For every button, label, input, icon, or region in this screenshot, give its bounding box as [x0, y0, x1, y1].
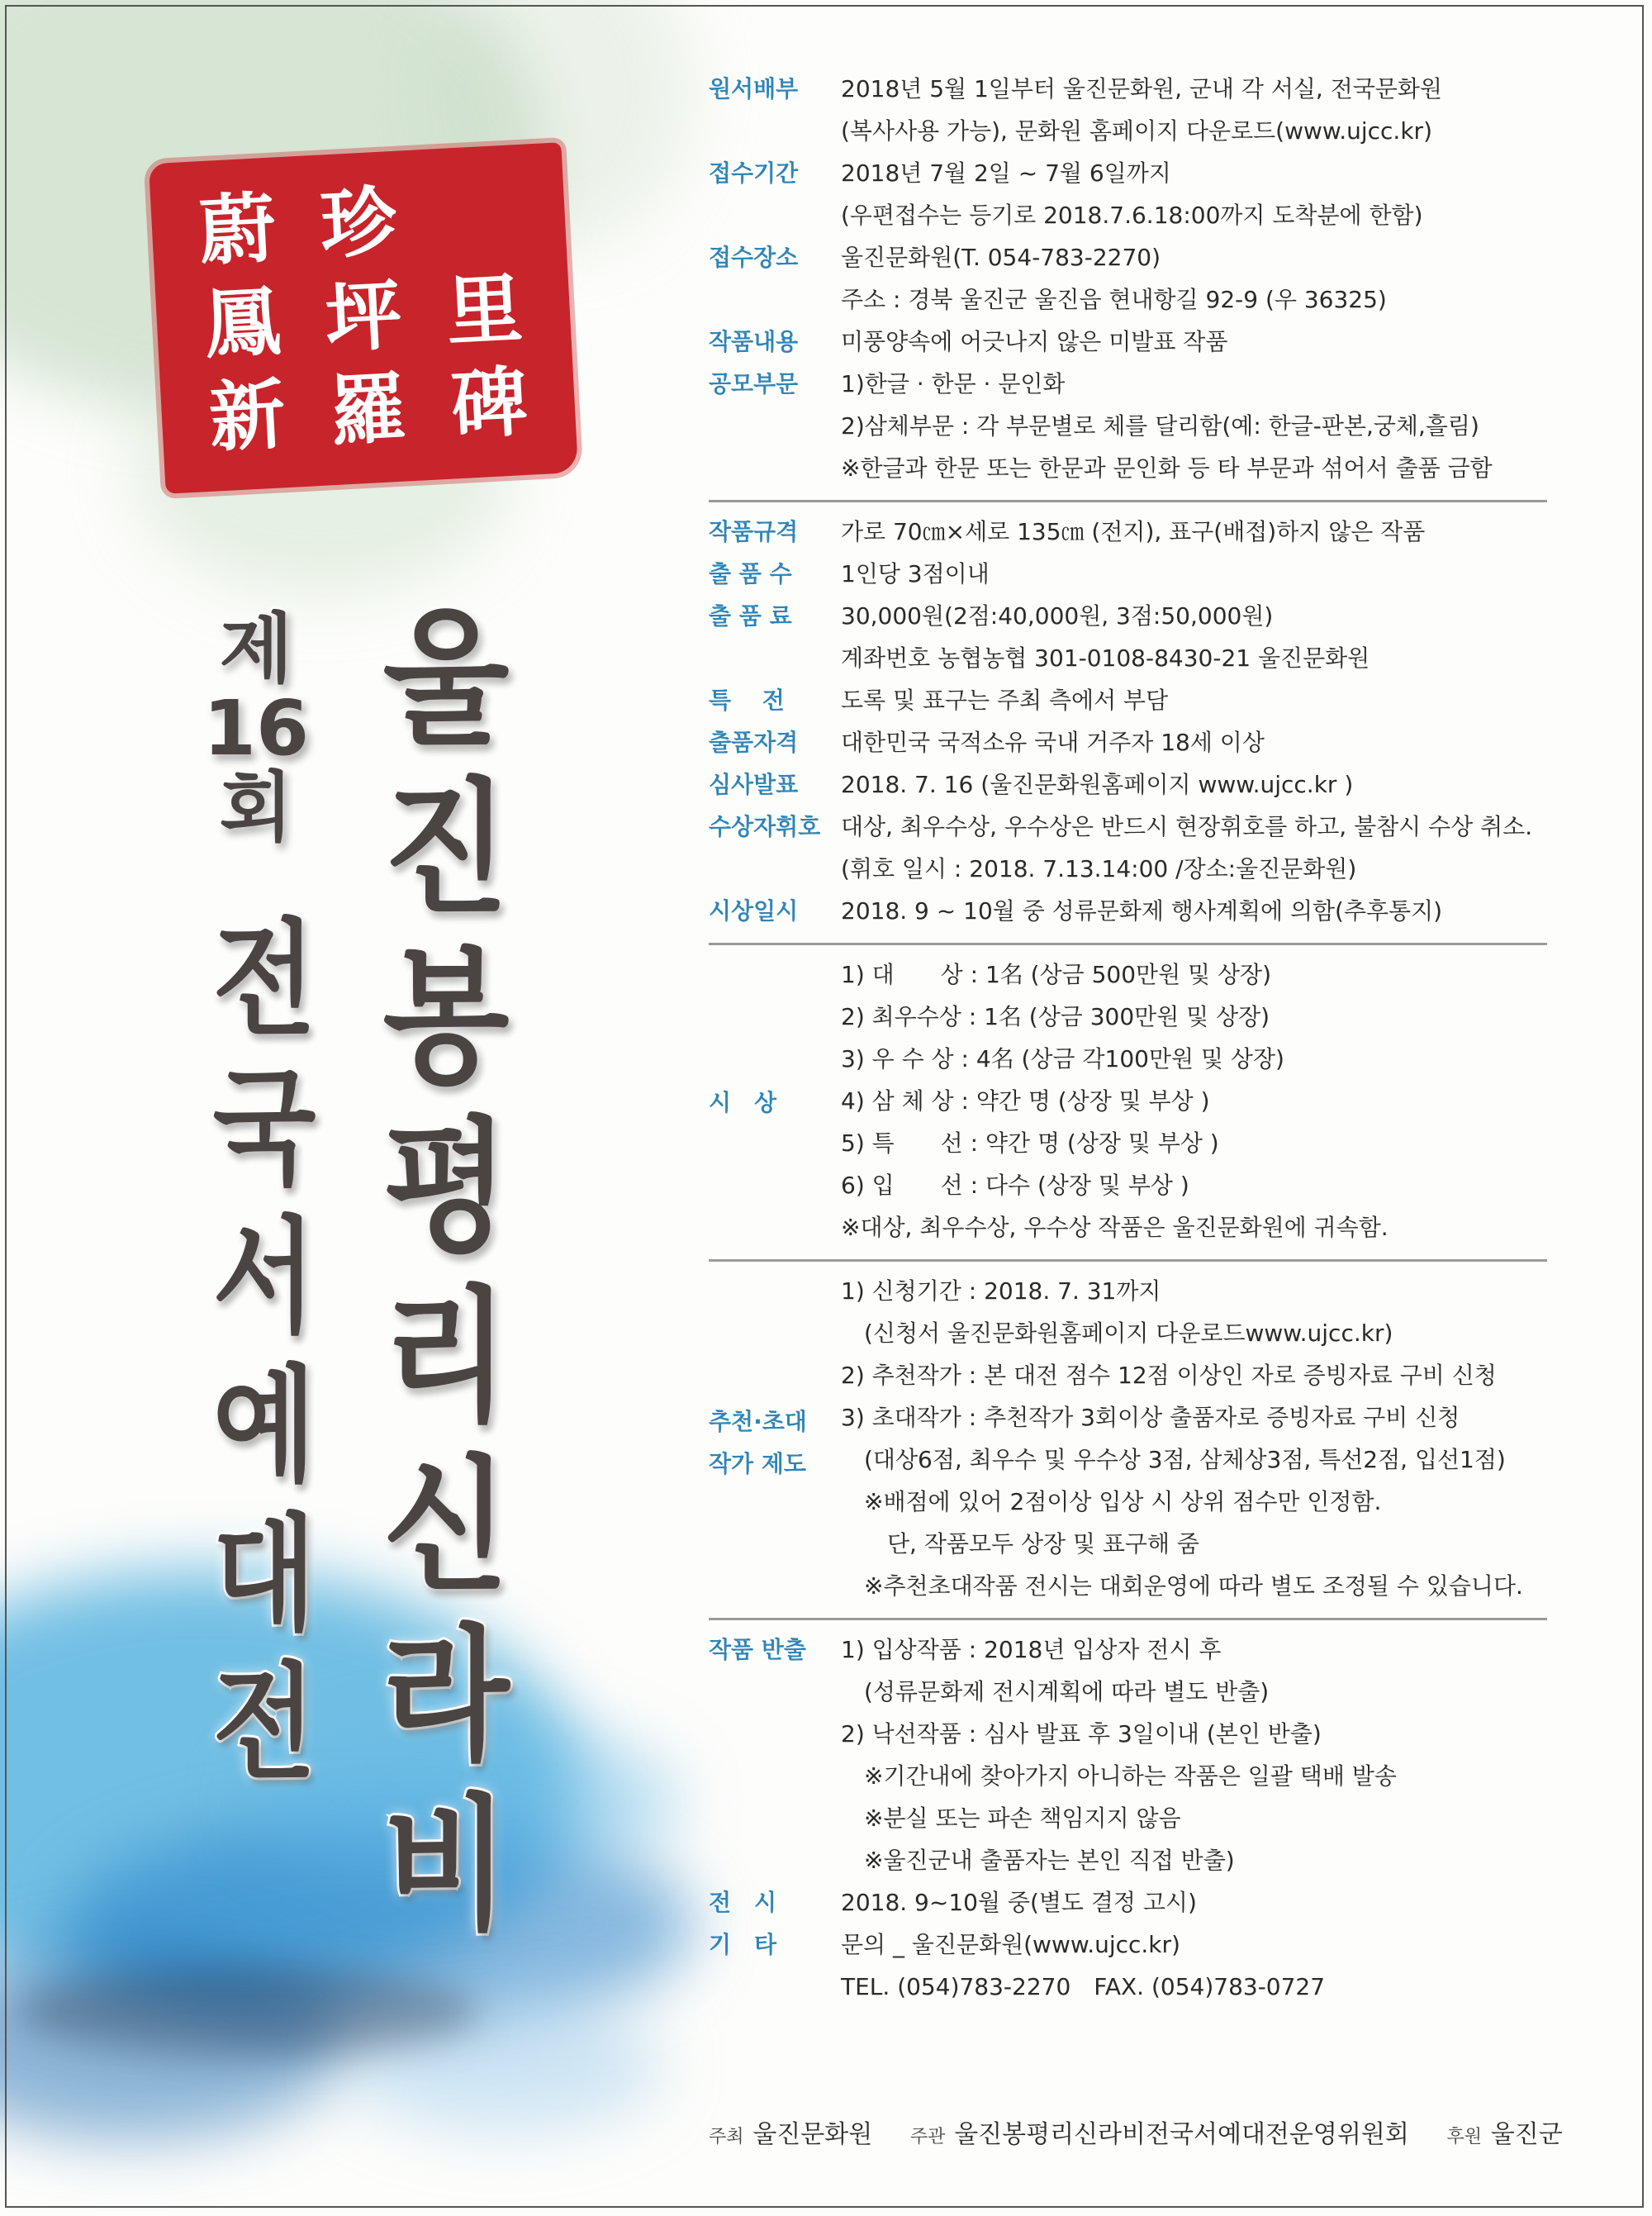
info-label: 작품내용 — [709, 328, 799, 355]
info-row — [709, 682, 1547, 725]
info-value: (성류문화제 전시계획에 따라 별도 반출) — [841, 1678, 1270, 1705]
info-value: 4) 삼 체 상 : 약간 명 (상장 및 부상 ) — [841, 1087, 1210, 1115]
info-value: 1) 대 상 : 1名 (상금 500만원 및 상장) — [841, 961, 1272, 988]
info-row — [709, 1927, 1547, 1969]
info-row — [709, 1041, 1547, 1083]
info-value: ※배점에 있어 2점이상 입상 시 상위 점수만 인정함. — [841, 1488, 1382, 1515]
sponsor-label: 후원 — [1446, 2127, 1482, 2147]
info-label: 시상일시 — [709, 897, 799, 925]
section-divider — [709, 500, 1547, 502]
title-char: 봉 — [382, 934, 510, 1103]
info-value: 2018. 7. 16 (울진문화원홈페이지 www.ujcc.kr ) — [841, 771, 1354, 798]
info-value: 2018년 5월 1일부터 울진문화원, 군내 각 서실, 전국문화원 — [841, 75, 1442, 102]
info-label: 출 품 수 — [709, 560, 792, 587]
seal-char: 蔚 — [197, 183, 278, 276]
info-row — [709, 1885, 1547, 1927]
section-divider — [709, 943, 1547, 945]
info-value: 1) 신청기간 : 2018. 7. 31까지 — [841, 1277, 1161, 1305]
info-row — [709, 71, 1547, 113]
info-row — [709, 1800, 1547, 1843]
info-row — [709, 1758, 1547, 1800]
info-section — [709, 957, 1547, 1252]
info-row — [709, 957, 1547, 999]
info-value: 5) 특 선 : 약간 명 (상장 및 부상 ) — [841, 1129, 1219, 1157]
block-label: 작가 제도 — [709, 1450, 806, 1477]
info-row — [709, 240, 1547, 282]
info-value: 30,000원(2점:40,000원, 3점:50,000원) — [841, 602, 1274, 630]
block-label: 시 상 — [709, 1088, 777, 1116]
info-section — [709, 514, 1547, 935]
info-row — [709, 809, 1547, 851]
info-row — [709, 1526, 1547, 1568]
footer-credits — [709, 2114, 1563, 2155]
info-value: ※울진군내 출품자는 본인 직접 반출) — [841, 1847, 1235, 1874]
info-value: 2) 최우수상 : 1名 (상금 300만원 및 상장) — [841, 1003, 1270, 1030]
seal-char: 珍 — [318, 176, 399, 270]
info-row — [709, 1167, 1547, 1210]
info-value: ※분실 또는 파손 책임지지 않음 — [841, 1805, 1181, 1832]
host-label: 주최 — [709, 2127, 744, 2147]
info-value: ※추천초대작품 전시는 대회운영에 따라 별도 조정될 수 있습니다. — [841, 1572, 1523, 1600]
info-row — [709, 1273, 1547, 1315]
info-value: ※한글과 한문 또는 한문과 문인화 등 타 부문과 섞어서 출품 금함 — [841, 454, 1493, 482]
info-value: 단, 작품모두 상장 및 표구해 줌 — [841, 1530, 1199, 1557]
info-label: 출품자격 — [709, 729, 799, 756]
info-row — [709, 1716, 1547, 1758]
info-value: 문의 _ 울진문화원(www.ujcc.kr) — [841, 1931, 1180, 1958]
info-value: 3) 초대작가 : 추천작가 3회이상 출품자로 증빙자료 구비 신청 — [841, 1404, 1460, 1431]
organizer-name: 울진봉평리신라비전국서예대전운영위원회 — [954, 2120, 1409, 2149]
title-char: 서 — [212, 1204, 316, 1350]
ink-wash-dark — [17, 1966, 479, 2057]
info-section — [709, 1632, 1547, 2011]
info-label: 수상자휘호 — [709, 813, 821, 840]
seal-char: 鳳 — [202, 276, 283, 369]
organizer-label: 주관 — [909, 2127, 946, 2147]
info-section — [709, 1273, 1547, 1610]
info-row — [709, 598, 1547, 640]
info-row — [709, 324, 1547, 366]
title-char: 전 — [212, 906, 316, 1053]
seal-characters — [174, 167, 552, 467]
info-row — [709, 893, 1547, 935]
title-char: 신 — [382, 1442, 510, 1611]
info-row — [709, 999, 1547, 1041]
title-char: 제 — [219, 605, 293, 693]
info-row — [709, 1125, 1547, 1167]
seal-char: 新 — [206, 369, 288, 464]
block-label: 추천·초대 — [709, 1408, 807, 1435]
info-label: 접수장소 — [709, 244, 799, 271]
info-row — [709, 282, 1547, 324]
info-value: 계좌번호 농협농협 301-0108-8430-21 울진문화원 — [841, 644, 1370, 672]
title-char: 울 — [382, 595, 510, 764]
info-value: (대상6점, 최우수 및 우수상 3점, 삼체상3점, 특선2점, 입선1점) — [841, 1446, 1506, 1473]
title-char: 리 — [382, 1272, 510, 1442]
info-value: 대한민국 국적소유 국내 거주자 18세 이상 — [841, 729, 1265, 756]
info-row — [709, 514, 1547, 556]
info-row — [709, 366, 1547, 408]
info-label: 원서배부 — [709, 75, 799, 102]
info-value: (휘호 일시 : 2018. 7.13.14:00 /장소:울진문화원) — [841, 855, 1357, 882]
info-value: ※기간내에 찾아가지 아니하는 작품은 일괄 택배 발송 — [841, 1762, 1397, 1790]
info-value: 1인당 3점이내 — [841, 560, 990, 587]
info-label: 공모부문 — [709, 370, 799, 397]
title-char: 비 — [382, 1781, 510, 1950]
info-row — [709, 408, 1547, 450]
section-divider — [709, 1259, 1547, 1262]
info-row — [709, 1484, 1547, 1526]
info-label: 특 전 — [709, 687, 785, 714]
info-value: (신청서 울진문화원홈페이지 다운로드www.ujcc.kr) — [841, 1320, 1393, 1347]
info-row — [709, 640, 1547, 682]
title-char: 진 — [382, 764, 510, 934]
title-char: 16 — [202, 684, 310, 773]
info-row — [709, 1568, 1547, 1610]
info-value: 대상, 최우수상, 우수상은 반드시 현장휘호를 하고, 불참시 수상 취소. — [841, 813, 1533, 840]
info-row — [709, 1400, 1547, 1442]
info-row — [709, 197, 1547, 240]
info-value: 미풍양속에 어긋나지 않은 미발표 작품 — [841, 328, 1228, 355]
title-char: 대 — [212, 1501, 316, 1648]
title-char: 회 — [219, 763, 293, 852]
info-row — [709, 1674, 1547, 1716]
info-row — [709, 1358, 1547, 1400]
info-row — [709, 1632, 1547, 1674]
info-value: 가로 70㎝×세로 135㎝ (전지), 표구(배접)하지 않은 작품 — [841, 518, 1426, 545]
info-value: (복사사용 가능), 문화원 홈페이지 다운로드(www.ujcc.kr) — [841, 117, 1432, 145]
info-value: 1) 입상작품 : 2018년 입상자 전시 후 — [841, 1636, 1222, 1663]
sponsor-name: 울진군 — [1490, 2120, 1563, 2149]
info-value: 2018년 7월 2일 ~ 7월 6일까지 — [841, 159, 1171, 187]
info-row — [709, 155, 1547, 197]
title-main-vertical — [363, 595, 529, 1962]
info-value: ※대상, 최우수상, 우수상 작품은 울진문화원에 귀속함. — [841, 1214, 1389, 1241]
info-label: 접수기간 — [709, 159, 799, 187]
info-value: 도록 및 표구는 주최 측에서 부담 — [841, 687, 1169, 714]
info-row — [709, 556, 1547, 598]
info-value: 6) 입 선 : 다수 (상장 및 부상 ) — [841, 1172, 1189, 1199]
info-value: 2) 낙선작품 : 심사 발표 후 3일이내 (본인 반출) — [841, 1720, 1322, 1748]
info-row — [709, 1210, 1547, 1252]
info-value: 1)한글 · 한문 · 문인화 — [841, 370, 1066, 397]
info-label: 작품규격 — [709, 518, 799, 545]
title-char: 예 — [212, 1353, 316, 1499]
info-label: 작품 반출 — [709, 1636, 806, 1663]
info-row — [709, 450, 1547, 492]
title-char: 평 — [382, 1103, 510, 1272]
info-value: 2) 추천작가 : 본 대전 점수 12점 이상인 자로 증빙자료 구비 신청 — [841, 1362, 1497, 1389]
info-value: TEL. (054)783-2270 FAX. (054)783-0727 — [841, 1973, 1326, 2000]
info-row — [709, 1315, 1547, 1358]
red-seal-stamp — [149, 142, 578, 494]
section-divider — [709, 1618, 1547, 1620]
seal-char: 碑 — [449, 357, 530, 450]
info-value: 2018. 9~10월 중(별도 결정 고시) — [841, 1889, 1197, 1916]
info-value: 주소 : 경북 울진군 울진읍 현내항길 92-9 (우 36325) — [841, 286, 1387, 313]
host-name: 울진문화원 — [752, 2120, 873, 2149]
info-row — [709, 1083, 1547, 1125]
info-value: 울진문화원(T. 054-783-2270) — [841, 244, 1161, 271]
title-char: 라 — [382, 1611, 510, 1781]
info-column — [709, 71, 1547, 2011]
seal-char: 里 — [444, 263, 525, 357]
info-label: 기 타 — [709, 1931, 777, 1958]
seal-char — [419, 213, 539, 220]
info-value: (우편접수는 등기로 2018.7.6.18:00까지 도착분에 한함) — [841, 202, 1423, 229]
title-char: 국 — [212, 1055, 316, 1201]
info-row — [709, 113, 1547, 155]
info-section — [709, 71, 1547, 492]
info-value: 2018. 9 ~ 10월 중 성류문화제 행사계획에 의함(추후통지) — [841, 897, 1443, 925]
title-sub-vertical — [186, 906, 343, 1809]
info-label: 전 시 — [709, 1889, 777, 1916]
info-label: 심사발표 — [709, 771, 799, 798]
seal-char: 坪 — [323, 269, 404, 364]
info-row — [709, 1969, 1547, 2011]
info-row — [709, 725, 1547, 767]
info-row — [709, 851, 1547, 893]
title-edition-vertical — [194, 605, 318, 852]
info-value: 2)삼체부문 : 각 부문별로 체를 달리함(예: 한글-판본,궁체,흘림) — [841, 412, 1479, 440]
info-row — [709, 1843, 1547, 1885]
seal-char: 羅 — [328, 363, 409, 457]
info-value: 3) 우 수 상 : 4名 (상금 각100만원 및 상장) — [841, 1045, 1284, 1072]
title-char: 전 — [212, 1650, 316, 1796]
info-row — [709, 767, 1547, 809]
info-row — [709, 1442, 1547, 1484]
info-label: 출 품 료 — [709, 602, 792, 630]
